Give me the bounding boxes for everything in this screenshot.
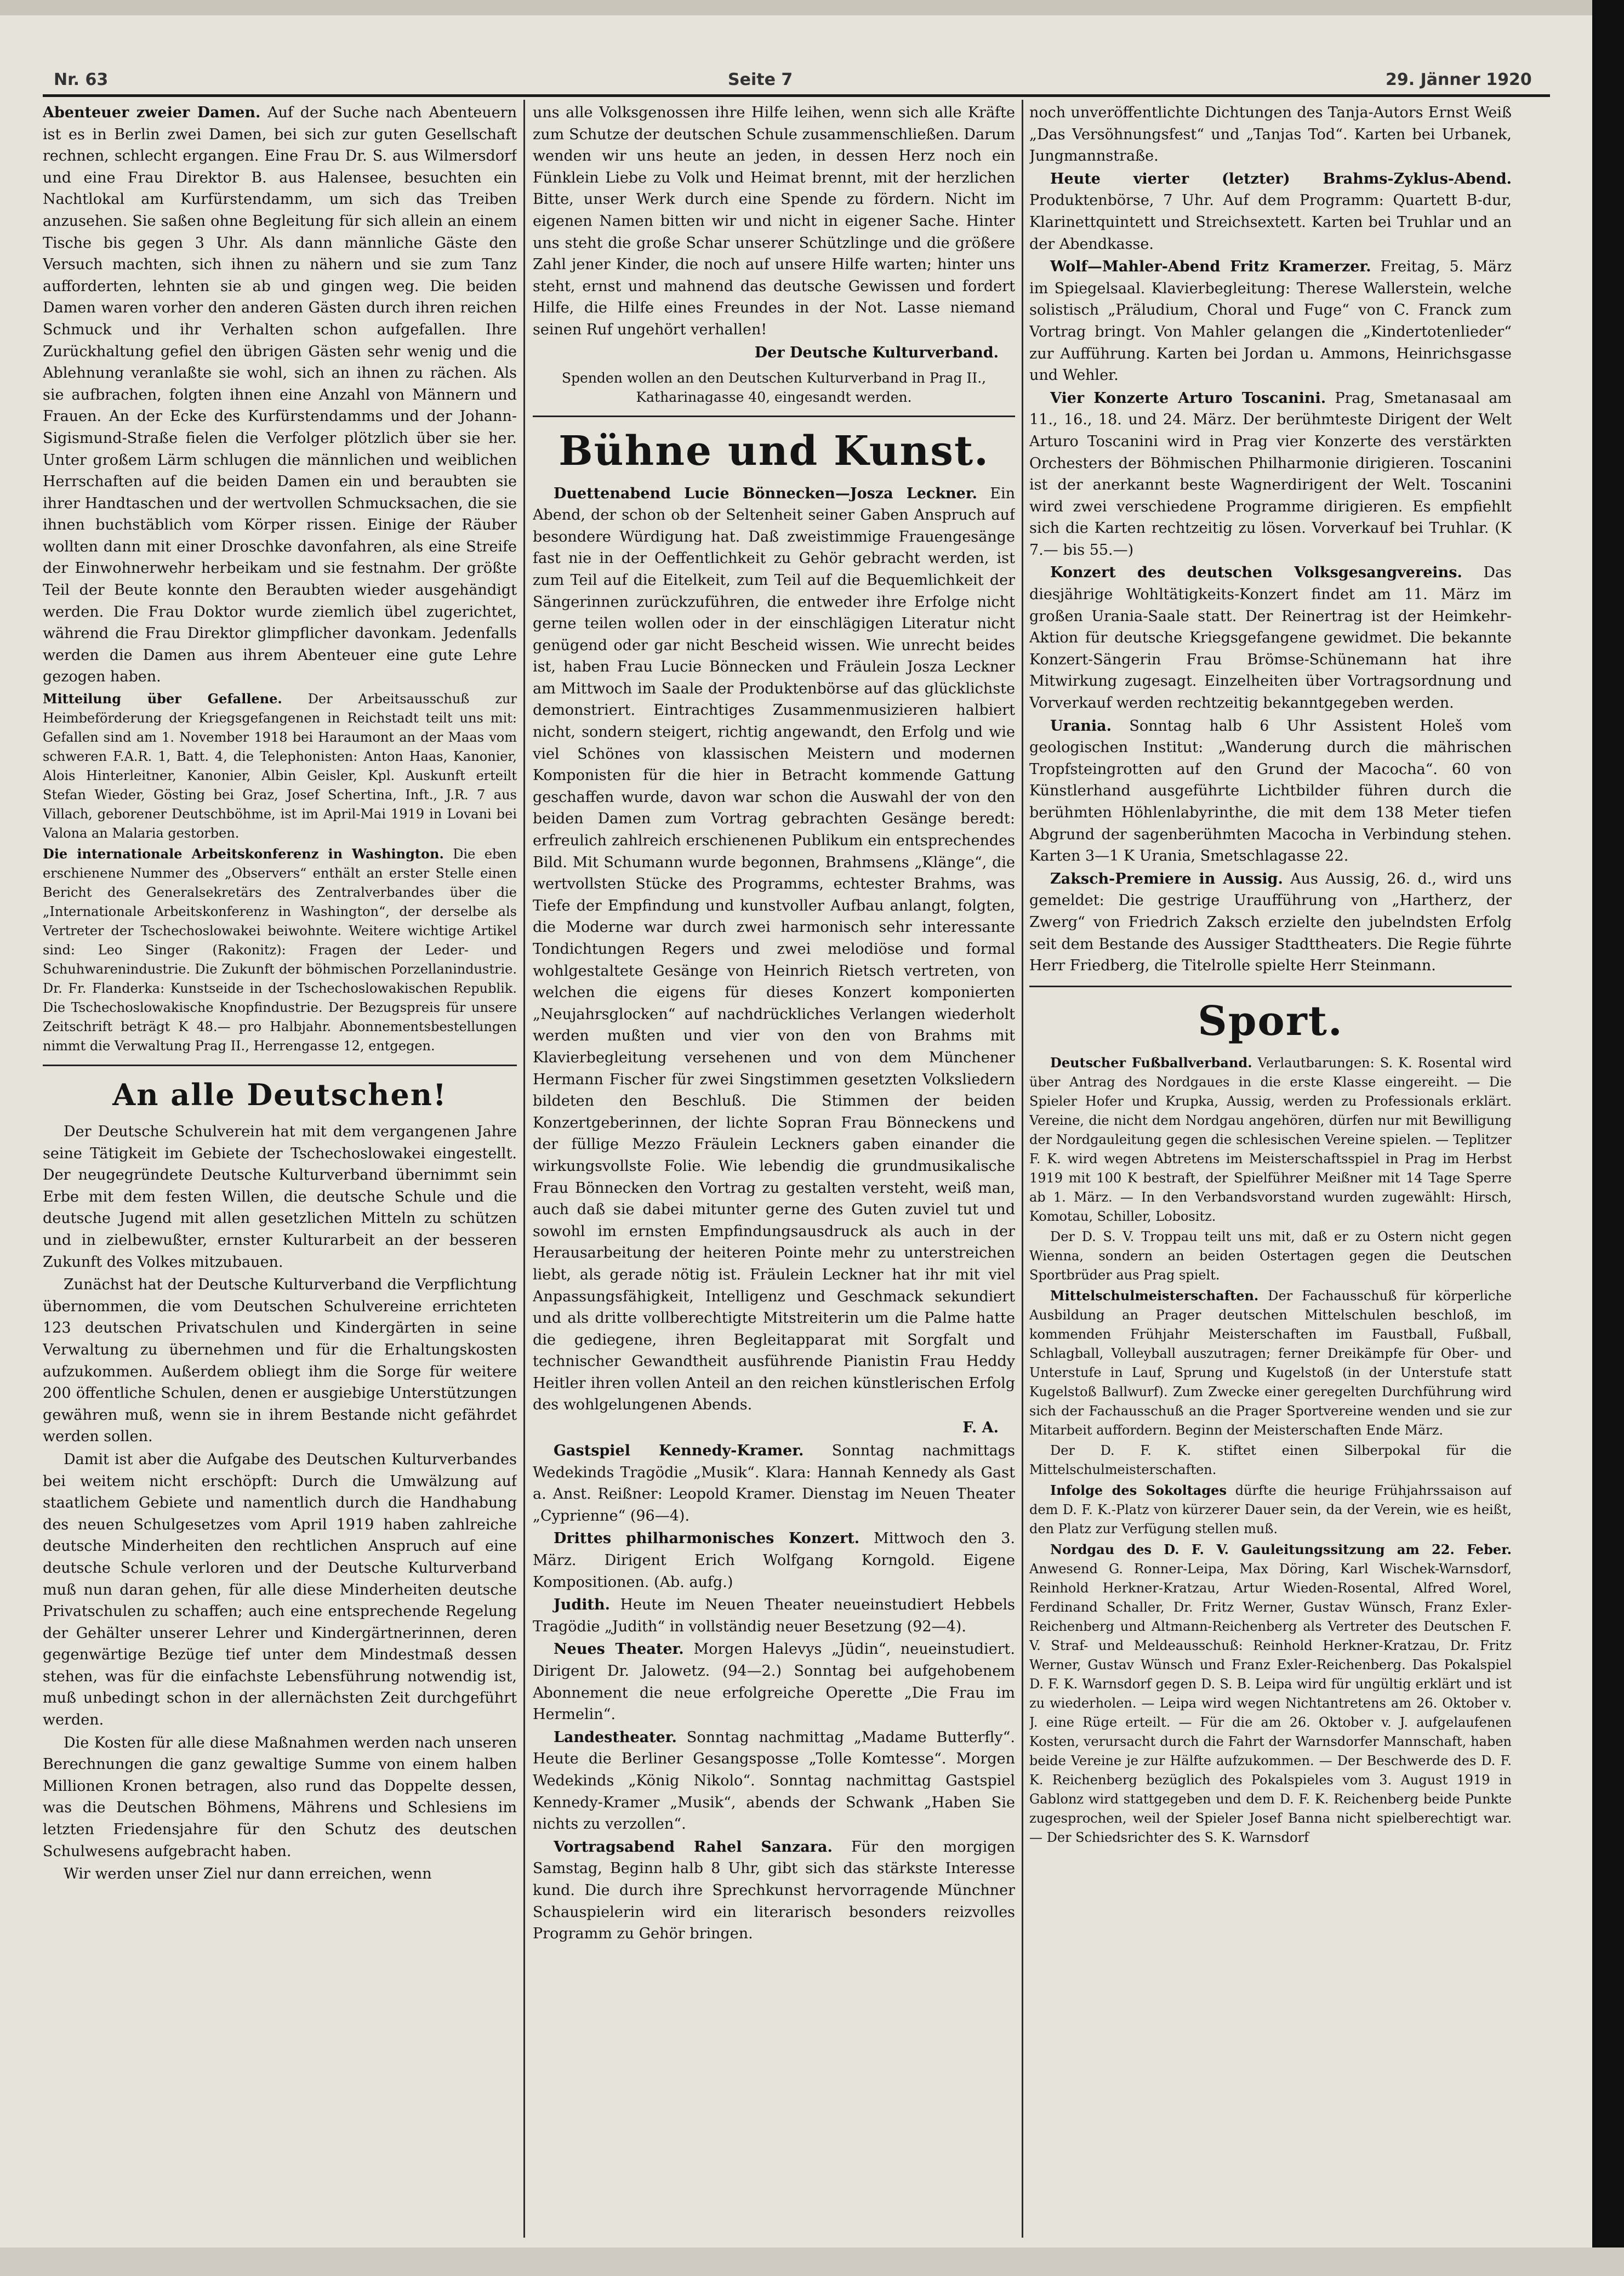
appeal-paragraph: Der Deutsche Schulverein hat mit dem vergangenen Jahre seine Tätigkeit im Gebiete der Tschechoslowakei eingestellt. Der neugegründete Deutsche Kulturverband übernimmt sein Erbe mit dem festen Willen, die deutsche Schule und die deutsche Jugend mit allen gesetzlichen Mitteln zu schützen und in zielbewußter, ernster Kulturarbeit an der besseren Zukunft des Volkes mitzubauen. [43,1123,517,1271]
article-lead: Zaksch-Premiere in Aussig. [1050,870,1283,887]
article-text: Freitag, 5. März im Spiegelsaal. Klavierbegleitung: Therese Wallerstein, welche solistisch „Präludium, Choral und Fuge“ von C. Franck zum Vortrag bringt. Von Mahler gelangen die „Kindertotenlieder“ zur Aufführung. Karten bei Jordan u. Ammons, Heinrichsgasse und Wehler. [1029,258,1512,384]
article-lead: Heute vierter (letzter) Brahms-Zyklus-Abend. [1050,170,1512,187]
article-lead: Gastspiel Kennedy-Kramer. [554,1442,804,1460]
section-heading: An alle Deutschen! [112,1077,447,1113]
appeal-paragraph: Damit ist aber die Aufgabe des Deutschen Kulturverbandes bei weitem nicht erschöpft: Durch die Umwälzung auf staatlichem Gebiete und namentlich durch die Handhabung des neuen Schulgesetzes vom April 1919 haben zahlreiche deutsche Minderheiten den rechtlichen Anspruch auf eine deutsche Schule verloren und der Deutsche Kulturverband muß nun daran gehen, für alle diese Minderheiten deutsche Privatschulen zu schaffen; auch eine entsprechende Regelung der Gehälter unserer Lehrer und Kindergärtnerinnen, deren gegenwärtige Bezüge tief unter dem Mindestmaß dessen stehen, was für die einfachste Lebensführung notwendig ist, muß unbedingt schon in der allernächsten Zeit durchgeführt werden. [43,1450,517,1729]
article-text: Auf der Suche nach Abenteuern ist es in Berlin zwei Damen, bei sich zur guten Gesellschaft rechnen, schlecht ergangen. Eine Frau Dr. S. aus Wilmersdorf und eine Frau Direktor B. aus Halensee, besuchten ein Nachtlokal am Kurfürstendamm, um sich das Treiben anzusehen. Sie saßen ohne Begleitung für sich allein an einem Tische bis gegen 3 Uhr. Als dann männliche Gäste den Versuch machten, sich ihnen zu nähern und sie zum Tanz aufforderten, lehnten sie ab und gingen weg. Die beiden Damen waren vorher den anderen Gästen durch ihren reichen Schmuck und ihr Verhalten schon aufgefallen. Ihre Zurückhaltung gefiel den übrigen Gästen sehr wenig und die Ablehnung veranlaßte sie wohl, sich an ihnen zu rächen. Als sie aufbrachen, folgten ihnen eine Anzahl von Männern und Frauen. An der Ecke des Kurfürstendamms und der Johann-Sigismund-Straße fielen die Verfolger plötzlich über sie her. Unter großem Lärm schlugen die männlichen und weiblichen Herrschaften auf die beiden Damen ein und beraubten sie ihrer Handtaschen und der wertvollen Schmucksachen, die sie ihnen buchstäblich vom Körper rissen. Einige der Räuber wollten dann mit einer Droschke davonfahren, als eine Streife der Einwohnerwehr herbeikam und sie festnahm. Der größte Teil der Beute konnte den Beraubten wieder ausgehändigt werden. Die Frau Doktor wurde ziemlich übel zugerichtet, während die Frau Direktor glimpflicher davonkam. Jedenfalls werden die Damen aus ihrem Abenteuer eine gute Lehre gezogen haben. [43,104,517,686]
article-lead: Drittes philharmonisches Konzert. [554,1530,860,1547]
section-heading: Bühne und Kunst. [559,427,989,475]
article-gefallene [43,689,517,843]
article-lead: Landestheater. [554,1728,677,1746]
column-left [43,102,517,2240]
notice-neues-theater [533,1638,1015,1725]
column-middle [533,102,1015,2240]
sport-sokoltag [1029,1481,1512,1539]
sport-pokal: Der D. F. K. stiftet einen Silberpokal für die Mittelschulmeisterschaften. [1029,1442,1512,1477]
article-text: Anwesend G. Ronner-Leipa, Max Döring, Karl Wischek-Warnsdorf, Reinhold Herkner-Kratzau, Artur Wieden-Rosental, Alfred Worel, Ferdinand Schaller, Dr. Fritz Werner, Gustav Wünsch, Franz Exler-Reichenberg und Altmann-Reichenberg als Vertreter des Deutschen F. V. Straf- und Meldeausschuß: Reinhold Herkner-Kratzau, Dr. Fritz Werner, Gustav Wünsch und Franz Exler-Reichenberg. Das Pokalspiel D. F. K. Warnsdorf gegen D. S. B. Leipa wird für ungültig erklärt und ist zu wiederholen. — Leipa wird wegen Nichtantretens am 26. Oktober v. J. eine Rüge erteilt. — Für die am 26. Oktober v. J. aufgelaufenen Kosten, verursacht durch die Fahrt der Warnsdorfer Mannschaft, haben beide Vereine je zur Hälfte aufzukommen. — Der Beschwerde des D. F. K. Reichenberg bezüglich des Pokalspieles vom 3. August 1919 in Gablonz wird stattgegeben und dem D. F. K. Reichenberg beide Punkte zugesprochen, weil der Spieler Josef Banna nicht spielberechtigt war. — Der Schiedsrichter des S. K. Warnsdorf [1029,1561,1512,1845]
notice-landestheater [533,1727,1015,1835]
notice-zaksch [1029,868,1512,977]
section-heading: Sport. [1198,997,1343,1045]
appeal-paragraph: Wir werden unser Ziel nur dann erreichen, wenn [64,1865,432,1883]
article-lead: Duettenabend Lucie Bönnecken—Josza Leckner. [554,485,978,502]
review-duettenabend [533,483,1015,1416]
article-lead: Deutscher Fußballverband. [1050,1054,1252,1071]
section-rule [43,1065,517,1066]
appeal-paragraph: Zunächst hat der Deutsche Kulturverband die Verpflichtung übernommen, die vom Deutschen Schulvereine errichteten 123 deutschen Privatschulen und Kindergärten in seine Verwaltung zu übernehmen und für die Erhaltungskosten aufzukommen. Außerdem obliegt ihm die Sorge für weitere 200 öffentliche Schulen, denen er ausgiebige Unterstützungen gewähren muß, wenn sie in ihrem Bestande nicht gefährdet werden sollen. [43,1276,517,1446]
page-binding-edge [1592,0,1624,2276]
section-rule [1029,986,1512,987]
article-text: Das diesjährige Wohltätigkeits-Konzert findet am 11. März im großen Urania-Saale statt. Der Reinertrag ist der Heimkehr-Aktion für deutsche Kriegsgefangene gewidmet. Die bekannte Konzert-Sängerin Frau Brömse-Schünemann hat ihre Mitwirkung zugesagt. Einzelheiten über Vortragsordnung und Vorverkauf werden rechtzeitig bekanntgegeben werden. [1029,564,1512,712]
article-text: Sonntag nachmittags Wedekinds Tragödie „Musik“. Klara: Hannah Kennedy als Gast a. Anst. Reißner: Leopold Kramer. Dienstag im Neuen Theater „Cyprienne“ (96—4). [533,1442,1015,1524]
article-lead: Neues Theater. [554,1641,684,1658]
column-divider [1022,100,1023,2238]
appeal-signature: Der Deutsche Kulturverband. [754,344,999,361]
notice-toscanini [1029,388,1512,561]
article-arbeitskonferenz [43,844,517,1056]
article-text: dürfte die heurige Frühjahrssaison auf dem D. F. K.-Platz von kürzerer Dauer sein, da der Verein, wie es heißt, den Platz zur Verfügung stellen muß. [1029,1482,1512,1537]
page-bottom-edge [0,2247,1624,2276]
article-text: Der Arbeitsausschuß zur Heimbeförderung der Kriegsgefangenen in Reichstadt teilt uns mit: Gefallen sind am 1. November 1918 bei Haraumont an der Maas vom schweren F.A.R. 1, Batt. 4, die Telephonisten: Anton Haas, Kanonier, Alois Hinterleitner, Kanonier, Albin Geisler, Kpl. Auskunft erteilt Stefan Wieder, Gösting bei Graz, Josef Schertina, Inft., J.R. 7 aus Villach, geborener Deutschböhme, ist im April-Mai 1919 in Lovani bei Valona an Malaria gestorben. [43,691,517,841]
article-text: Morgen Halevys „Jüdin“, neueinstudiert. Dirigent Dr. Jalowetz. (94—2.) Sonntag bei aufgehobenem Abonnement die neue erfolgreiche Operette „Die Frau im Hermelin“. [533,1641,1015,1723]
header-rule [43,94,1550,97]
section-rule [533,416,1015,417]
article-text: Heute im Neuen Theater neueinstudiert Hebbels Tragödie „Judith“ in vollständig neuer Besetzung (92—4). [533,1596,1015,1635]
appeal-paragraph: Die Kosten für alle diese Maßnahmen werden nach unseren Berechnungen die ganz gewaltige Summe von einem halben Millionen Kronen betragen, also rund das Doppelte dessen, was die Deutschen Böhmens, Mährens und Schlesiens im letzten Friedensjahre für den Schutz des deutschen Schulwesens aufgebracht haben. [43,1734,517,1860]
notice-kennedy-kramer [533,1440,1015,1527]
article-lead: Mittelschulmeisterschaften. [1050,1287,1259,1304]
article-text: Prag, Smetanasaal am 11., 16., 18. und 24. März. Der berühmteste Dirigent der Welt Arturo Toscanini wird in Prag vier Konzerte des verstärkten Orchesters der Böhmischen Philharmonie dirigieren. Toscanini ist der anerkannt beste Wagnerdirigent der Welt. Toscanini wird zwei verschiedene Programme dirigieren. Es empfiehlt sich die Karten rechtzeitig zu lösen. Vorverkauf bei Truhlar. (K 7.— bis 55.—) [1029,389,1512,559]
article-lead: Wolf—Mahler-Abend Fritz Kramerzer. [1050,258,1371,276]
article-text: Verlautbarungen: S. K. Rosental wird über Antrag des Nordgaues in die erste Klasse eingereiht. — Die Spieler Hofer und Krupka, Aussig, werden zu Professionals erklärt. Vereine, die nicht dem Nordgau angehören, dürfen nur mit Bewilligung der Nordgauleitung gegen die schlesischen Vereine spielen. — Teplitzer F. K. wird wegen Abtretens im Meisterschaftsspiel in Prag im Herbst 1919 mit 100 K bestraft, der Spielführer Meißner mit 14 Tage Sperre ab 1. März. — In den Verbandsvorstand wurden zugewählt: Hirsch, Komotau, Schiller, Lobositz. [1029,1055,1512,1224]
article-lead: Urania. [1050,717,1112,735]
notice-volksgesangverein [1029,562,1512,714]
article-abenteuer [43,102,517,688]
notice-continued: noch unveröffentlichte Dichtungen des Tanja-Autors Ernst Weiß „Das Versöhnungsfest“ und „Tanjas Tod“. Karten bei Urbanek, Jungmannstraße. [1029,104,1512,165]
notice-brahms [1029,168,1512,255]
article-lead: Infolge des Sokoltages [1050,1482,1227,1498]
article-lead: Vortragsabend Rahel Sanzara. [554,1838,833,1856]
column-right [1029,102,1512,2240]
article-lead: Die internationale Arbeitskonferenz in Washington. [43,846,444,862]
article-text: Die eben erschienene Nummer des „Observers“ enthält an erster Stelle einen Bericht des Generalsekretärs des Zentralverbandes über die „Internationale Arbeitskonferenz in Washington“, der derselbe als Vertreter der Tschechoslowakei beiwohnte. Weitere wichtige Artikel sind: Leo Singer (Rakonitz): Fragen der Leder- und Schuhwarenindustrie. Die Zukunft der böhmischen Porzellanindustrie. Dr. Fr. Flanderka: Kunstseide in der Tschechoslowakischen Republik. Die Tschechoslowakische Knopfindustrie. Der Bezugspreis für unsere Zeitschrift beträgt K 48.— pro Halbjahr. Abonnementsbestellungen nimmt die Verwaltung Prag II., Herrengasse 12, entgegen. [43,846,517,1054]
article-lead: Judith. [554,1596,611,1614]
notice-urania [1029,715,1512,867]
sport-mittelschule [1029,1286,1512,1440]
article-text: Der Fachausschuß für körperliche Ausbildung an Prager deutschen Mittelschulen beschloß, im kommenden Frühjahr Meisterschaften im Faustball, Fußball, Schlagball, Volleyball auszutragen; ferner Dreikämpfe für Ober- und Unterstufe in Lauf, Sprung und Kugelstoß (in der Unterstufe statt Kugelstoß Ballwurf). Zum Zwecke einer geregelten Durchführung wird sich der Fachausschuß an die Prager Sportvereine wenden und sie zur Mitarbeit auffordern. Beginn der Meisterschaften Ende März. [1029,1288,1512,1438]
article-text: Sonntag halb 6 Uhr Assistent Holeš vom geologischen Institut: „Wanderung durch die mährischen Tropfsteingrotten auf den Grund der Macocha“. 60 von Künstlerhand ausgeführte Lichtbilder führen durch die berühmten Höhlenlabyrinthe, die mit dem 138 Meter tiefen Abgrund der sagenberühmten Macocha in Verbindung stehen. Karten 3—1 K Urania, Smetschlagasse 22. [1029,717,1512,865]
donation-note: Spenden wollen an den Deutschen Kulturverband in Prag II., Katharinagasse 40, eingesandt werden. [561,369,987,405]
article-text: Aus Aussig, 26. d., wird uns gemeldet: Die gestrige Uraufführung von „Hartherz, der Zwerg“ von Friedrich Zaksch erzielte den jubelndsten Erfolg seit dem Bestande des Aussiger Stadttheaters. Die Regie führte Herr Friedberg, die Titelrolle spielte Herr Steinmann. [1029,870,1512,975]
appeal-continued: uns alle Volksgenossen ihre Hilfe leihen, wenn sich alle Kräfte zum Schutze der deutschen Schule zusammenschließen. Darum wenden wir uns heute an jeden, in dessen Herz noch ein Fünklein Liebe zu Volk und Heimat brennt, mit der herzlichen Bitte, unser Werk durch eine Spende zu fördern. Nicht im eigenen Namen bitten wir und nicht in eigener Sache. Hinter uns steht die große Schar unserer Schützlinge und die größere Zahl jener Kinder, die noch auf unsere Hilfe warten; hinter uns steht, ernst und mahnend das deutsche Gewissen und fordert Hilfe, die Hilfe eines Freundes in der Not. Lasse niemand seinen Ruf ungehört verhallen! [533,104,1015,338]
column-divider [523,100,525,2238]
notice-wolf-mahler [1029,256,1512,386]
article-lead: Mitteilung über Gefallene. [43,691,282,707]
sport-nordgau [1029,1540,1512,1847]
issue-number: Nr. 63 [54,70,109,89]
article-text: Produktenbörse, 7 Uhr. Auf dem Programm: Quartett B-dur, Klarinettquintett und Streichsextett. Karten bei Truhlar und an der Abendkasse. [1029,192,1512,253]
review-signature: F. A. [962,1419,999,1437]
article-text: Für den morgigen Samstag, Beginn halb 8 Uhr, gibt sich das stärkste Interesse kund. Die durch ihre Sprechkunst hervorragende Münchner Schauspielerin wird ein literarisch besonders reizvolles Programm zu Gehör bringen. [533,1838,1015,1943]
issue-date: 29. Jänner 1920 [1386,70,1532,89]
notice-sanzara [533,1836,1015,1945]
article-lead: Nordgau des D. F. V. Gauleitungssitzung am 22. Feber. [1050,1541,1512,1557]
article-text: Sonntag nachmittag „Madame Butterfly“. Heute die Berliner Gesangsposse „Tolle Komtesse“. Morgen Wedekinds „König Nikolo“. Sonntag nachmittag Gastspiel Kennedy-Kramer „Musik“, abends der Schwank „Haben Sie nichts zu verzollen“. [533,1728,1015,1833]
article-lead: Konzert des deutschen Volksgesangvereins. [1050,564,1462,582]
notice-judith [533,1594,1015,1637]
page-header [43,70,1550,94]
article-text: Mittwoch den 3. März. Dirigent Erich Wolfgang Korngold. Eigene Kompositionen. (Ab. aufg.) [533,1530,1015,1591]
sport-troppau: Der D. S. V. Troppau teilt uns mit, daß er zu Ostern nicht gegen Wienna, sondern an beiden Ostertagen gegen die Deutschen Sportbrüder aus Prag spielt. [1029,1228,1512,1283]
article-text: Ein Abend, der schon ob der Seltenheit seiner Gaben Anspruch auf besondere Würdigung hat. Daß zweistimmige Frauengesänge fast nie in der Oeffentlichkeit zu Gehör gebracht werden, ist zum Teil auf die Eitelkeit, zum Teil auf die Bequemlichkeit der Sängerinnen zurückzuführen, die entweder ihre Erfolge nicht gerne teilen wollen oder in der einschlägigen Literatur nicht genügend oder gar nicht Bescheid wissen. Wie unrecht beides ist, haben Frau Lucie Bönnecken und Fräulein Josza Leckner am Mittwoch im Saale der Produktenbörse auf das glücklichste demonstriert. Eintrachtiges Zusammenmusizieren halbiert nicht, sondern steigert, richtig angewandt, den Erfolg und wie viel Schönes von klassischen Meistern und modernen Komponisten für die hier in Betracht kommende Gattung geschaffen wurde, davon war schon die Auswahl der von den beiden Damen zum Vortrag gebrachten Gesänge beredt: erfreulich zahlreich erschienenen Publikum ein entsprechendes Bild. Mit Schumann wurde begonnen, Brahmsens „Klänge“, die wertvollsten Stücke des Programms, echtester Brahms, was Tiefe der Empfindung und kunstvoller Aufbau anlangt, folgten, die Moderne war durch zwei harmonisch sehr interessante Tondichtungen Regers und zwei melodiöse und formal wohlgestaltete Gesänge von Heinrich Rietsch vertreten, von welchen die eigens für dieses Konzert komponierten „Neujahrsglocken“ auf nachdrückliches Verlangen wiederholt werden mußten und vier von den von Brahms mit Klavierbegleitung versehenen und von dem Münchener Hermann Fischer für zwei Singstimmen gesetzten Volksliedern bildeten den Beschluß. Die Stimmen der beiden Konzertgeberinnen, der lichte Sopran Frau Bönneckens und der füllige Mezzo Fräulein Leckners gaben einander die wirkungsvollste Folie. Wie lebendig die grundmusikalische Frau Bönnecken den Vortrag zu gestalten versteht, weiß man, auch daß sie dabei mitunter gerne des Guten zuviel tut und sowohl im ernsten Empfindungsausdruck als auch in der Herausarbeitung der heiteren Pointe mehr zu unterstreichen liebt, als gerade nötig ist. Fräulein Leckner hat ihr mit viel Anpassungsfähigkeit, Intelligenz und Geschmack sekundiert und als dritte vollberechtigte Mitstreiterin um die Palme hatte die gediegene, ihren Begleitapparat mit Sorgfalt und technischer Gewandtheit ausführende Pianistin Frau Heddy Heitler ihren vollen Anteil an den reichen künstlerischen Erfolg des wohlgelungenen Abends. [533,485,1015,1414]
article-lead: Abenteuer zweier Damen. [43,104,261,121]
notice-philharmonic [533,1528,1015,1593]
page-top-edge [0,0,1624,15]
article-lead: Vier Konzerte Arturo Toscanini. [1050,389,1326,407]
sport-fussballverband [1029,1053,1512,1226]
page-number: Seite 7 [728,70,793,89]
